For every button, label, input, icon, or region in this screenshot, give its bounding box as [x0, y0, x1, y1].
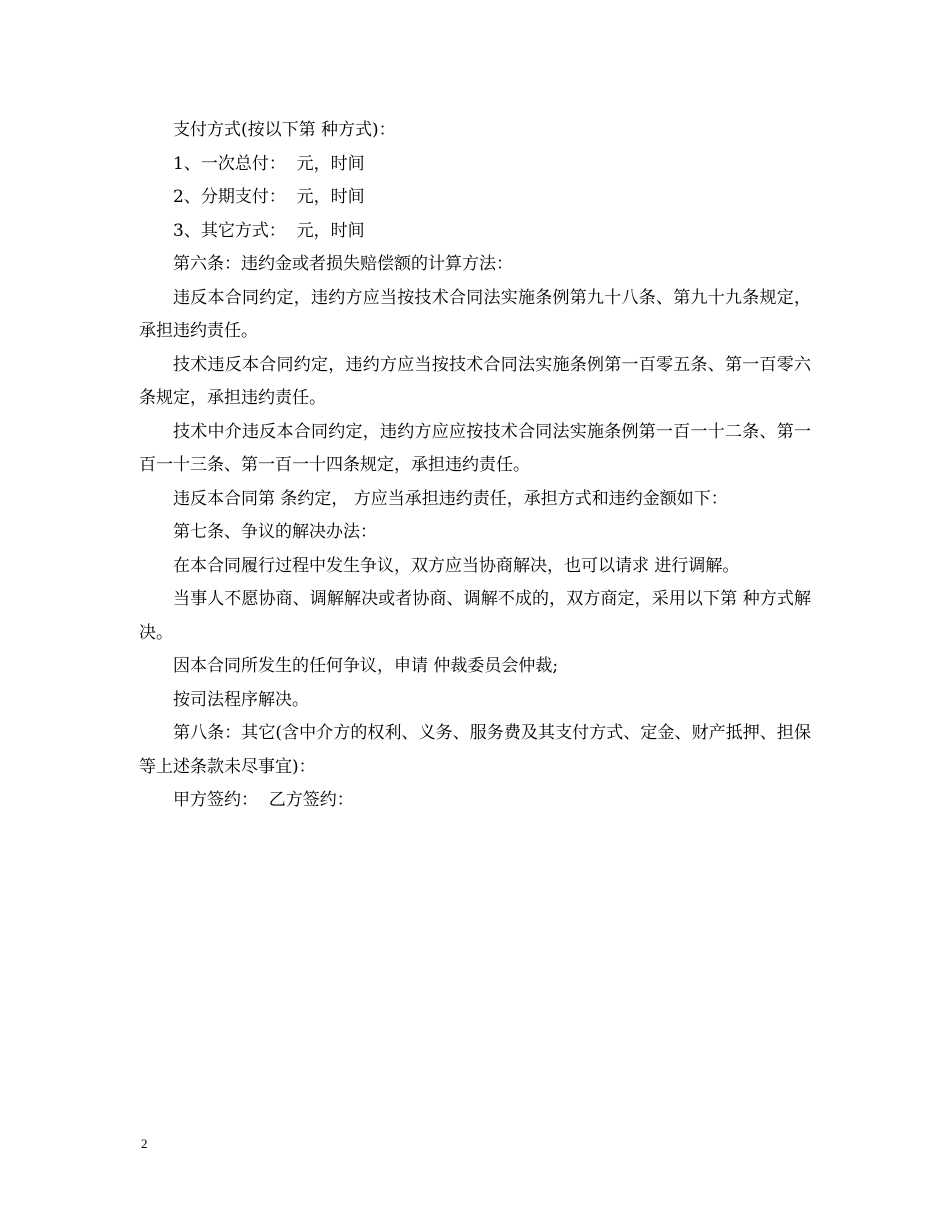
payment-option-installment: 2、分期支付： 元，时间: [173, 187, 365, 207]
article-seven-option-arbitration: 因本合同所发生的任何争议，申请 仲裁委员会仲裁;: [173, 656, 559, 676]
article-six-clause-3: 技术中介违反本合同约定，违约方应应按技术合同法实施条例第一百一十二条、第一百一十三条、第一百一十四条规定，承担违约责任。: [139, 421, 811, 475]
article-seven-clause-1: 在本合同履行过程中发生争议，双方应当协商解决，也可以请求 进行调解。: [173, 555, 740, 576]
payment-method-heading: 支付方式(按以下第 种方式)：: [173, 120, 396, 140]
article-seven-clause-2: 当事人不愿协商、调解解决或者协商、调解不成的，双方商定，采用以下第 种方式解决。: [139, 589, 811, 643]
article-six-heading: 第六条：违约金或者损失赔偿额的计算方法：: [173, 254, 513, 274]
signature-line: 甲方签约： 乙方签约：: [173, 790, 354, 810]
payment-option-other: 3、其它方式： 元，时间: [173, 220, 365, 241]
document-body: [139, 114, 811, 818]
article-seven-option-judicial: 按司法程序解决。: [173, 689, 309, 710]
article-seven-heading: 第七条、争议的解决办法：: [173, 522, 377, 542]
article-six-clause-1: 违反本合同约定，违约方应当按技术合同法实施条例第九十八条、第九十九条规定，承担违约责任。: [139, 287, 811, 341]
page-number: 2: [141, 1136, 148, 1151]
payment-option-lump-sum: 1、一次总付： 元，时间: [173, 153, 365, 174]
article-six-clause-4: 违反本合同第 条约定， 方应当承担违约责任，承担方式和违约金额如下：: [173, 488, 728, 509]
article-six-clause-2: 技术违反本合同约定，违约方应当按技术合同法实施条例第一百零五条、第一百零六条规定，承担违约责任。: [139, 354, 811, 408]
article-eight-heading: 第八条：其它(含中介方的权利、义务、服务费及其支付方式、定金、财产抵押、担保等上述条款未尽事宜)：: [139, 723, 811, 777]
